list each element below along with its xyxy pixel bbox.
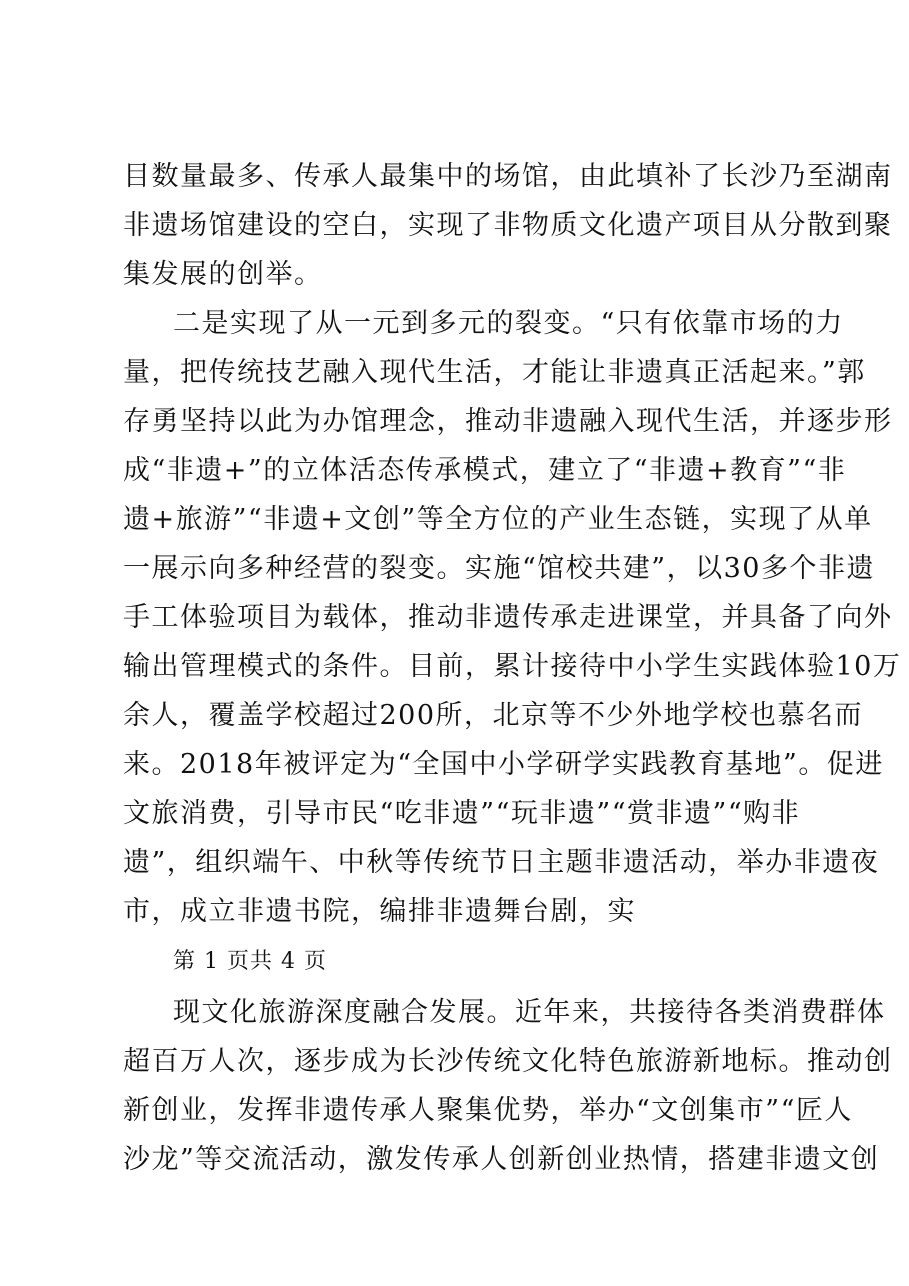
page-number-footer: 第 1 页共 4 页 <box>173 949 327 974</box>
paragraph-line: 来。2018年被评定为“全国中小学研学实践教育基地”。促进 <box>123 749 884 780</box>
paragraph-line: 现文化旅游深度融合发展。近年来，共接待各类消费群体 <box>173 997 886 1028</box>
paragraph-line: 遗”，组织端午、中秋等传统节日主题非遗活动，举办非遗夜 <box>123 847 880 878</box>
paragraph-line: 成“非遗+”的立体活态传承模式，建立了“非遗+教育”“非 <box>123 455 847 486</box>
paragraph-line: 输出管理模式的条件。目前，累计接待中小学生实践体验10万 <box>123 651 902 682</box>
paragraph-line: 集发展的创举。 <box>123 259 323 290</box>
paragraph-line: 超百万人次，逐步成为长沙传统文化特色旅游新地标。推动创 <box>123 1046 893 1077</box>
paragraph-line: 沙龙”等交流活动，激发传承人创新创业热情，搭建非遗文创 <box>123 1144 880 1175</box>
paragraph-line: 量，把传统技艺融入现代生活，才能让非遗真正活起来。”郭 <box>123 357 866 388</box>
paragraph-line: 手工体验项目为载体，推动非遗传承走进课堂，并具备了向外 <box>123 602 893 633</box>
paragraph-line: 市，成立非遗书院，编排非遗舞台剧，实 <box>123 896 636 927</box>
paragraph-line: 目数量最多、传承人最集中的场馆，由此填补了长沙乃至湖南 <box>123 161 893 192</box>
paragraph-line: 遗+旅游”“非遗+文创”等全方位的产业生态链，实现了从单 <box>123 504 873 535</box>
paragraph-line: 余人，覆盖学校超过200所，北京等不少外地学校也慕名而 <box>123 700 864 731</box>
paragraph-line: 文旅消费，引导市民“吃非遗”“玩非遗”“赏非遗”“购非 <box>123 798 801 829</box>
paragraph-line: 二是实现了从一元到多元的裂变。“只有依靠市场的力 <box>173 308 844 339</box>
paragraph-line: 非遗场馆建设的空白，实现了非物质文化遗产项目从分散到聚 <box>123 210 893 241</box>
paragraph-line: 新创业，发挥非遗传承人聚集优势，举办“文创集市”“匠人 <box>123 1095 853 1126</box>
paragraph-line: 一展示向多种经营的裂变。实施“馆校共建”，以30多个非遗 <box>123 553 875 584</box>
paragraph-line: 存勇坚持以此为办馆理念，推动非遗融入现代生活，并逐步形 <box>123 406 893 437</box>
